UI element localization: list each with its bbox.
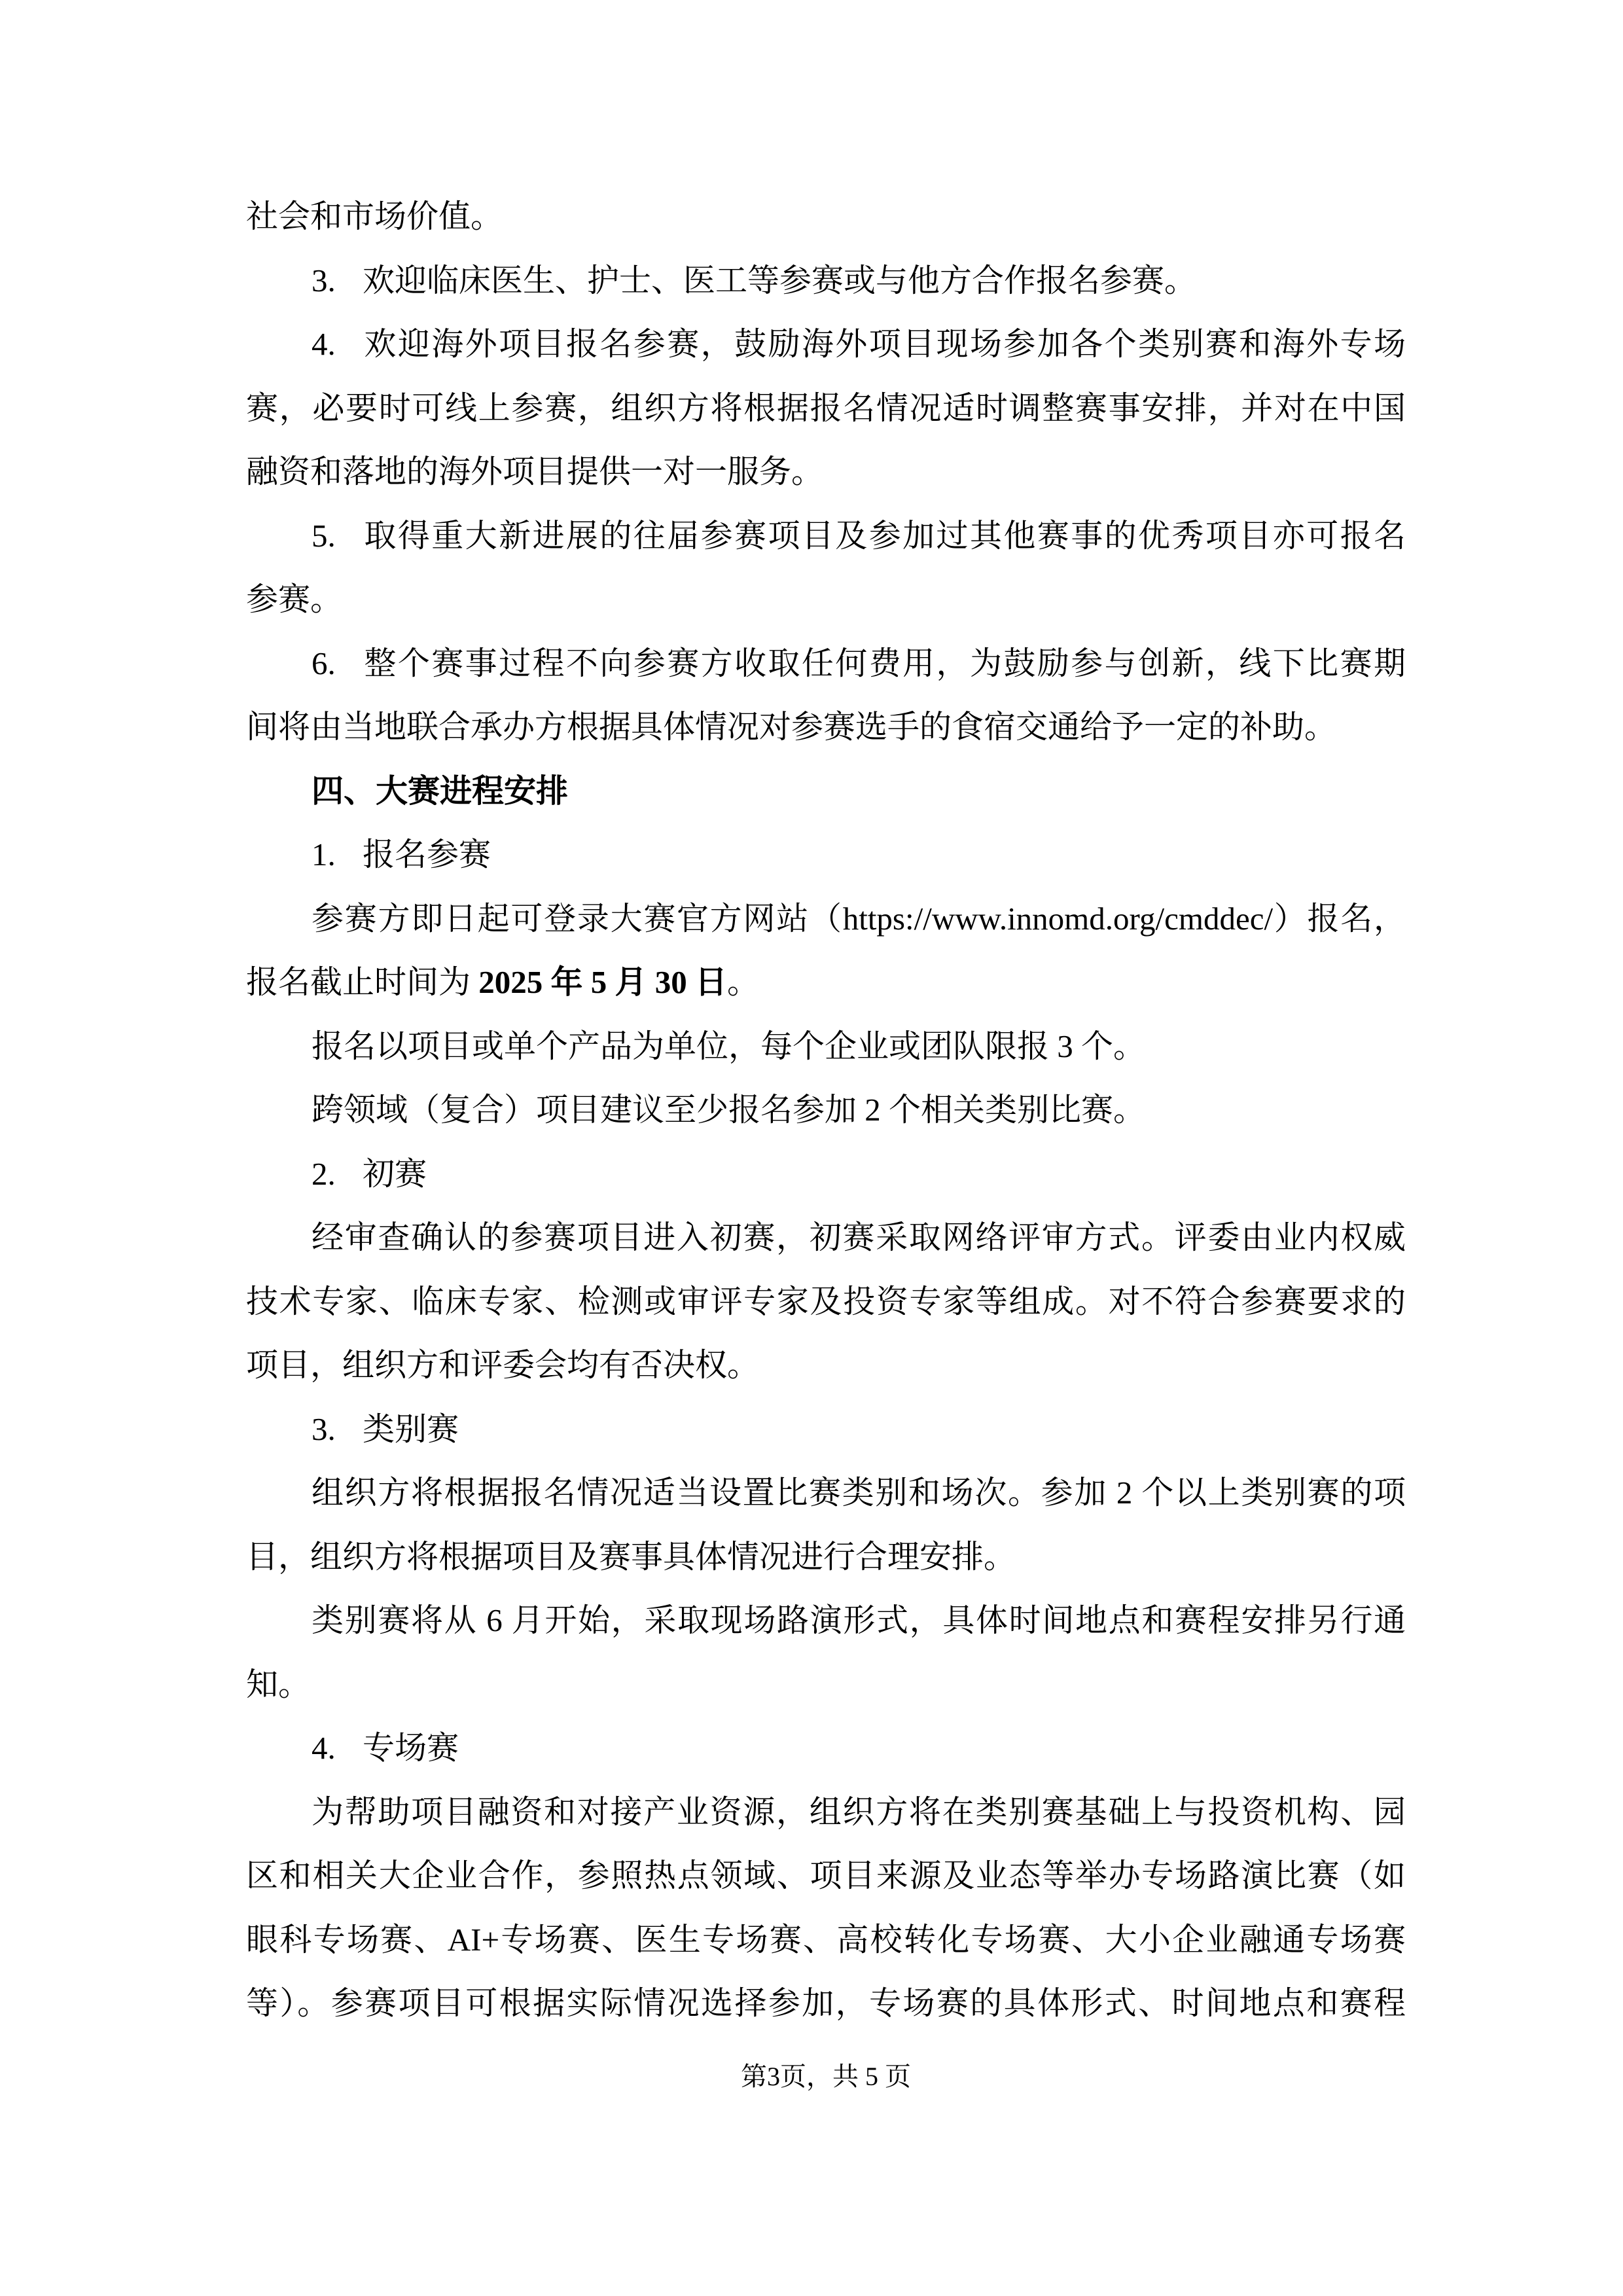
text-line <box>246 440 1406 504</box>
text-segment: 。 <box>727 964 760 1000</box>
text-line <box>246 1206 1406 1270</box>
text-segment: 类别赛 <box>363 1410 459 1447</box>
text-line <box>246 823 1406 887</box>
text-line <box>246 1908 1406 1972</box>
text-segment: 跨领域（复合）项目建议至少报名参加 2 个相关类别比赛。 <box>312 1092 1146 1128</box>
text-segment: 眼科专场赛、AI+专场赛、医生专场赛、高校转化专场赛、大小企业融通专场赛 <box>246 1921 1406 1958</box>
text-segment: 知。 <box>246 1666 311 1702</box>
text-line <box>246 312 1406 376</box>
text-segment: 报名截止时间为 <box>246 964 479 1000</box>
text-line <box>246 1653 1406 1717</box>
text-line <box>246 887 1406 951</box>
text-line <box>246 1142 1406 1206</box>
text-segment: 为帮助项目融资和对接产业资源，组织方将在类别赛基础上与投资机构、园 <box>312 1793 1406 1830</box>
text-line <box>246 376 1406 440</box>
text-segment: 参赛。 <box>246 581 343 617</box>
text-segment: 欢迎临床医生、护士、医工等参赛或与他方合作报名参赛。 <box>363 262 1197 298</box>
text-line <box>246 1397 1406 1462</box>
text-segment: 区和相关大企业合作，参照热点领域、项目来源及业态等举办专场路演比赛（如 <box>246 1857 1406 1893</box>
text-line <box>246 950 1406 1014</box>
text-line <box>246 1014 1406 1079</box>
text-segment: 项目，组织方和评委会均有否决权。 <box>246 1347 760 1383</box>
text-segment: 参赛方即日起可登录大赛官方网站（https://www.innomd.org/cmddec/）报名， <box>312 900 1406 937</box>
emphasis-text: 2025 年 5 月 30 日 <box>478 964 728 1000</box>
text-line <box>246 567 1406 632</box>
text-line <box>246 1461 1406 1525</box>
document-body <box>246 185 1406 2036</box>
list-number: 3. <box>312 1410 336 1447</box>
text-segment: 报名以项目或单个产品为单位，每个企业或团队限报 3 个。 <box>312 1028 1146 1064</box>
text-line <box>246 1716 1406 1780</box>
list-number: 5. <box>312 517 336 554</box>
emphasis-text: 四、大赛进程安排 <box>312 772 569 809</box>
text-segment: 间将由当地联合承办方根据具体情况对参赛选手的食宿交通给予一定的补助。 <box>246 709 1337 745</box>
text-line <box>246 695 1406 759</box>
text-line <box>246 1078 1406 1142</box>
text-segment: 技术专家、临床专家、检测或审评专家及投资专家等组成。对不符合参赛要求的 <box>246 1283 1406 1319</box>
text-line <box>246 1844 1406 1908</box>
text-segment: 报名参赛 <box>363 836 491 872</box>
text-segment: 等）。参赛项目可根据实际情况选择参加，专场赛的具体形式、时间地点和赛程 <box>246 1985 1406 2021</box>
text-segment: 初赛 <box>363 1155 427 1192</box>
list-number: 4. <box>312 1730 336 1766</box>
text-segment: 整个赛事过程不向参赛方收取任何费用，为鼓励参与创新，线下比赛期 <box>363 645 1406 681</box>
text-segment: 组织方将根据报名情况适当设置比赛类别和场次。参加 2 个以上类别赛的项 <box>312 1475 1406 1511</box>
text-segment: 经审查确认的参赛项目进入初赛，初赛采取网络评审方式。评委由业内权威 <box>312 1219 1406 1255</box>
text-line <box>246 1971 1406 2036</box>
list-number: 4. <box>312 326 336 362</box>
list-number: 1. <box>312 836 336 872</box>
list-number: 6. <box>312 645 336 681</box>
list-number: 3. <box>312 262 336 298</box>
section-heading <box>246 759 1406 823</box>
text-segment: 类别赛将从 6 月开始，采取现场路演形式，具体时间地点和赛程安排另行通 <box>312 1602 1406 1638</box>
text-line <box>246 1588 1406 1653</box>
text-line <box>246 1270 1406 1334</box>
list-number: 2. <box>312 1155 336 1192</box>
text-segment: 欢迎海外项目报名参赛，鼓励海外项目现场参加各个类别赛和海外专场 <box>363 326 1406 362</box>
text-line <box>246 1525 1406 1589</box>
page-footer: 第3页，共 5 页 <box>741 2062 911 2091</box>
text-segment: 赛，必要时可线上参赛，组织方将根据报名情况适时调整赛事安排，并对在中国 <box>246 389 1406 426</box>
text-line <box>246 632 1406 696</box>
text-segment: 融资和落地的海外项目提供一对一服务。 <box>246 454 824 490</box>
text-line <box>246 1780 1406 1844</box>
text-segment: 专场赛 <box>363 1730 459 1766</box>
text-line <box>246 185 1406 249</box>
text-segment: 目，组织方将根据项目及赛事具体情况进行合理安排。 <box>246 1538 1016 1575</box>
text-segment: 取得重大新进展的往届参赛项目及参加过其他赛事的优秀项目亦可报名 <box>363 517 1406 554</box>
text-line <box>246 504 1406 568</box>
text-line <box>246 1333 1406 1397</box>
text-line <box>246 249 1406 313</box>
text-segment: 社会和市场价值。 <box>246 198 503 234</box>
